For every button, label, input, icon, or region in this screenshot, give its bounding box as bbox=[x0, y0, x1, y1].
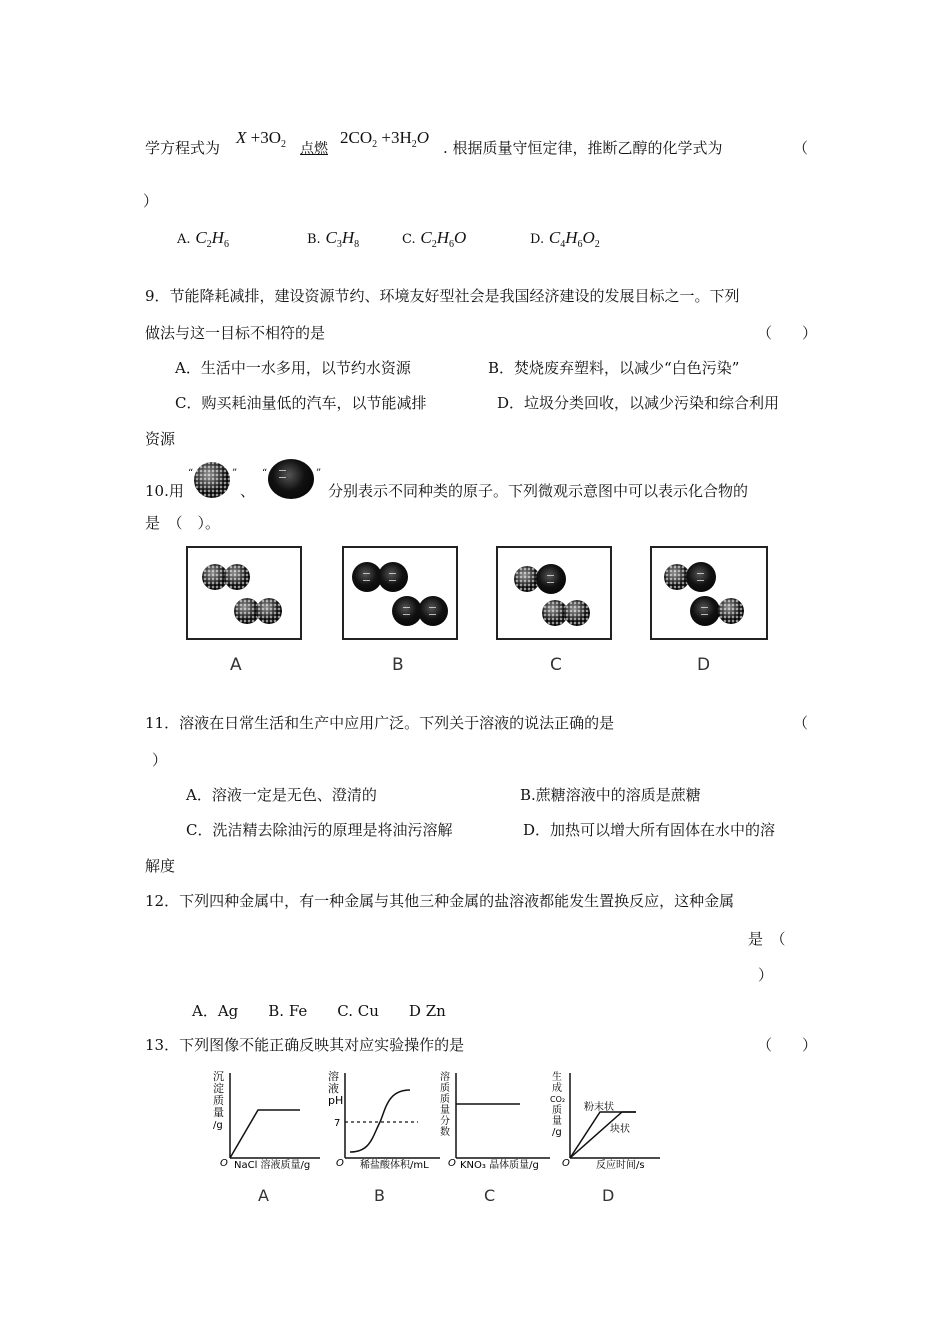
q9-option-a[interactable]: A．生活中一水多用，以节约水资源 bbox=[175, 359, 411, 377]
q9-option-d-cont: 资源 bbox=[145, 430, 176, 448]
graph-b-curve bbox=[350, 1090, 410, 1152]
graph-c-ylabel-6: 数 bbox=[440, 1127, 450, 1138]
q11-line1: 11．溶液在日常生活和生产中应用广泛。下列关于溶液的说法正确的是 bbox=[145, 714, 615, 732]
graph-d-ylabel-6: /g bbox=[552, 1127, 562, 1138]
graph-b-origin: O bbox=[336, 1158, 344, 1169]
q11-option-b[interactable]: B.蔗糖溶液中的溶质是蔗糖 bbox=[520, 786, 701, 804]
graph-c-xlabel: KNO₃ 晶体质量/g bbox=[460, 1160, 539, 1171]
separator: 、 bbox=[240, 482, 256, 500]
q13-answer-paren[interactable]: （ ） bbox=[757, 1036, 818, 1054]
q8-line1 bbox=[145, 137, 220, 158]
graph-a-label: A bbox=[258, 1186, 269, 1205]
q8-option-d[interactable]: D. $C_4H_6O_2$ bbox=[530, 228, 600, 250]
quote-close-1: ” bbox=[232, 468, 238, 479]
q11-option-c[interactable]: C．洗洁精去除油污的原理是将油污溶解 bbox=[186, 821, 453, 839]
graph-b-ylabel-3: pH bbox=[328, 1094, 344, 1107]
graph-d-ylabel-3: CO₂ bbox=[550, 1095, 566, 1104]
micro-diagram-c[interactable] bbox=[496, 546, 612, 640]
graph-c-ylabel-5: 分 bbox=[440, 1116, 450, 1127]
light-atom-legend-icon bbox=[194, 462, 230, 498]
q11-paren-open: （ bbox=[793, 714, 809, 732]
q10-pre: 10.用 bbox=[145, 482, 184, 500]
graph-b-ylabel-2: 液 bbox=[328, 1082, 339, 1095]
q8-paren-close: ） bbox=[143, 192, 159, 210]
dark-atom-icon bbox=[418, 596, 448, 626]
graph-c-ylabel-2: 质 bbox=[440, 1083, 450, 1094]
quote-open-1: “ bbox=[188, 468, 194, 479]
q10-line2: 是 （ ）。 bbox=[145, 514, 221, 532]
graph-d-curve-block bbox=[570, 1112, 636, 1158]
q12-line2: 是 （ bbox=[748, 930, 786, 948]
diagram-label-d: D bbox=[697, 655, 711, 675]
chemical-equation: $X +3O_2$ bbox=[236, 128, 287, 150]
q8-suffix: . 根据质量守恒定律，推断乙醇的化学式为 bbox=[443, 139, 723, 157]
q12-line1: 12．下列四种金属中，有一种金属与其他三种金属的盐溶液都能发生置换反应，这种金属 bbox=[145, 892, 735, 910]
micro-diagram-b[interactable] bbox=[342, 546, 458, 640]
graph-d[interactable] bbox=[550, 1070, 660, 1205]
diagram-label-b: B bbox=[392, 655, 404, 675]
graph-d-ylabel-4: 质 bbox=[552, 1105, 562, 1116]
q13-line1: 13．下列图像不能正确反映其对应实验操作的是 bbox=[145, 1036, 465, 1054]
q8-paren-open: （ bbox=[793, 139, 809, 157]
graph-d-ylabel-2: 成 bbox=[552, 1083, 562, 1094]
micro-diagram-d[interactable] bbox=[650, 546, 768, 640]
graph-b-mark: 7 bbox=[334, 1118, 341, 1129]
q12-line3: ） bbox=[758, 966, 774, 984]
dark-atom-icon bbox=[690, 596, 720, 626]
graph-c-origin: O bbox=[448, 1158, 456, 1169]
q9-line1: 9．节能降耗减排，建设资源节约、环境友好型社会是我国经济建设的发展目标之一。下列 bbox=[145, 287, 740, 305]
graph-d-origin: O bbox=[562, 1158, 570, 1169]
light-atom-icon bbox=[564, 600, 590, 626]
graph-b-ylabel-1: 溶 bbox=[328, 1070, 339, 1083]
reaction-condition: 点燃 bbox=[300, 141, 328, 157]
graph-a-xlabel: NaCl 溶液质量/g bbox=[234, 1160, 311, 1171]
chemical-equation-products: $2CO_2 +3H_2O$ bbox=[340, 128, 430, 150]
graph-a[interactable] bbox=[213, 1070, 320, 1205]
q11-option-d-cont: 解度 bbox=[145, 857, 176, 875]
graph-d-ylabel-5: 量 bbox=[552, 1116, 562, 1127]
light-atom-icon bbox=[718, 598, 744, 624]
graph-a-ylabel-5: /g bbox=[213, 1120, 223, 1131]
graph-b-label: B bbox=[374, 1186, 385, 1205]
q8-prefix: 学方程式为 bbox=[145, 139, 221, 157]
quote-open-2: “ bbox=[262, 468, 268, 479]
graph-d-curve1-label: 粉末状 bbox=[584, 1102, 614, 1113]
graph-c[interactable] bbox=[440, 1070, 550, 1205]
light-atom-icon bbox=[256, 598, 282, 624]
quote-close-2: ” bbox=[316, 468, 322, 479]
q12-options[interactable]: A．Ag B. Fe C. Cu D Zn bbox=[192, 1002, 446, 1020]
light-atom-icon bbox=[224, 564, 250, 590]
diagram-label-c: C bbox=[550, 655, 562, 675]
q11-option-d[interactable]: D．加热可以增大所有固体在水中的溶 bbox=[523, 821, 776, 839]
graph-d-curve2-label: 块状 bbox=[610, 1124, 630, 1135]
q9-option-d[interactable]: D．垃圾分类回收，以减少污染和综合利用 bbox=[497, 394, 780, 412]
dark-atom-icon bbox=[686, 562, 716, 592]
q11-option-a[interactable]: A．溶液一定是无色、澄清的 bbox=[186, 786, 377, 804]
dark-atom-legend-icon bbox=[268, 459, 314, 499]
q10-post: 分别表示不同种类的原子。下列微观示意图中可以表示化合物的 bbox=[328, 482, 749, 500]
graph-b-xlabel: 稀盐酸体积/mL bbox=[360, 1160, 429, 1171]
graph-d-ylabel-1: 生 bbox=[552, 1072, 562, 1083]
graph-a-ylabel-4: 量 bbox=[213, 1106, 224, 1119]
q8-option-b[interactable]: B. $C_3H_8$ bbox=[307, 228, 360, 250]
graph-c-label: C bbox=[484, 1186, 496, 1205]
dark-atom-icon bbox=[378, 562, 408, 592]
q9-option-b[interactable]: B．焚烧废弃塑料，以减少“白色污染” bbox=[488, 359, 740, 377]
graph-c-ylabel-4: 量 bbox=[440, 1105, 450, 1116]
q8-option-a[interactable]: A. $C_2H_6$ bbox=[177, 228, 229, 250]
graph-c-ylabel-3: 质 bbox=[440, 1094, 450, 1105]
q9-option-c[interactable]: C．购买耗油量低的汽车，以节能减排 bbox=[175, 394, 427, 412]
q13-graphs bbox=[200, 1068, 670, 1208]
graph-a-ylabel-2: 淀 bbox=[213, 1082, 224, 1095]
q8-option-c[interactable]: C. $C_2H_6O$ bbox=[402, 228, 467, 250]
graph-d-curve-powder bbox=[570, 1112, 636, 1158]
dark-atom-icon bbox=[536, 564, 566, 594]
graph-a-ylabel-1: 沉 bbox=[213, 1070, 224, 1083]
q9-answer-paren[interactable]: （ ） bbox=[757, 324, 818, 342]
graph-d-label: D bbox=[602, 1186, 615, 1205]
graph-d-xlabel: 反应时间/s bbox=[596, 1160, 645, 1171]
graph-c-ylabel-1: 溶 bbox=[440, 1072, 450, 1083]
graph-b[interactable] bbox=[328, 1069, 440, 1205]
q9-line2: 做法与这一目标不相符的是 bbox=[145, 324, 326, 342]
q11-paren-close: ） bbox=[152, 751, 168, 769]
micro-diagram-a[interactable] bbox=[186, 546, 302, 640]
diagram-label-a: A bbox=[230, 655, 242, 675]
graph-a-origin: O bbox=[220, 1158, 228, 1169]
graph-a-ylabel-3: 质 bbox=[213, 1094, 224, 1107]
graph-a-curve bbox=[230, 1110, 300, 1158]
